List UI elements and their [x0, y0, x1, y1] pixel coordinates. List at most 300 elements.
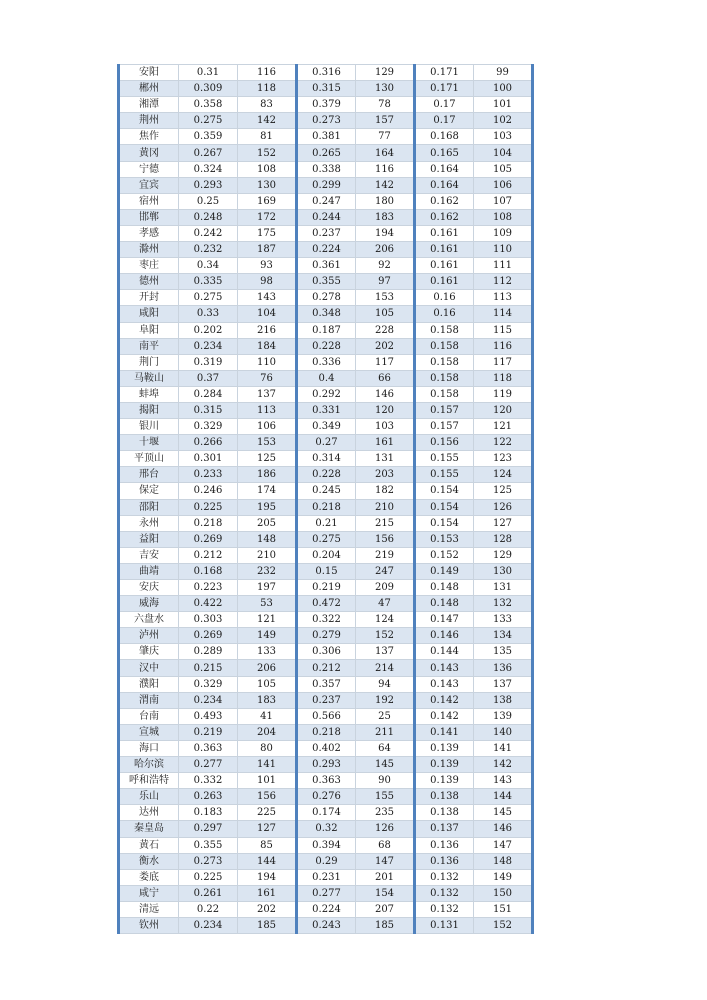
score-3-cell: 0.171 [415, 81, 474, 97]
score-1-cell: 0.37 [179, 370, 238, 386]
table-row [119, 692, 533, 708]
score-1-cell: 0.319 [179, 354, 238, 370]
rank-1-cell: 116 [238, 65, 297, 81]
rank-3-cell: 148 [474, 853, 533, 869]
table-row [119, 338, 533, 354]
rank-2-cell: 47 [356, 596, 415, 612]
score-3-cell: 0.131 [415, 917, 474, 933]
rank-1-cell: 83 [238, 97, 297, 113]
table-row [119, 129, 533, 145]
rank-1-cell: 125 [238, 451, 297, 467]
rank-1-cell: 149 [238, 628, 297, 644]
rank-3-cell: 128 [474, 531, 533, 547]
rank-2-cell: 180 [356, 193, 415, 209]
rank-3-cell: 138 [474, 692, 533, 708]
score-2-cell: 0.279 [297, 628, 356, 644]
table-row [119, 789, 533, 805]
rank-1-cell: 174 [238, 483, 297, 499]
rank-2-cell: 201 [356, 869, 415, 885]
table-row [119, 869, 533, 885]
rank-2-cell: 124 [356, 612, 415, 628]
table-row [119, 660, 533, 676]
rank-3-cell: 122 [474, 435, 533, 451]
score-2-cell: 0.187 [297, 322, 356, 338]
rank-1-cell: 127 [238, 821, 297, 837]
rank-3-cell: 118 [474, 370, 533, 386]
score-1-cell: 0.234 [179, 917, 238, 933]
table-row [119, 901, 533, 917]
city-name-cell: 蚌埠 [119, 386, 179, 402]
score-3-cell: 0.132 [415, 901, 474, 917]
score-1-cell: 0.303 [179, 612, 238, 628]
city-name-cell: 开封 [119, 290, 179, 306]
rank-1-cell: 206 [238, 660, 297, 676]
rank-2-cell: 194 [356, 225, 415, 241]
rank-3-cell: 104 [474, 145, 533, 161]
table-body [119, 65, 533, 934]
rank-2-cell: 97 [356, 274, 415, 290]
rank-2-cell: 142 [356, 177, 415, 193]
city-name-cell: 马鞍山 [119, 370, 179, 386]
table-row [119, 161, 533, 177]
score-1-cell: 0.315 [179, 402, 238, 418]
rank-3-cell: 99 [474, 65, 533, 81]
score-2-cell: 0.237 [297, 225, 356, 241]
rank-1-cell: 93 [238, 258, 297, 274]
score-3-cell: 0.154 [415, 515, 474, 531]
rank-3-cell: 124 [474, 467, 533, 483]
rank-1-cell: 105 [238, 676, 297, 692]
rank-1-cell: 53 [238, 596, 297, 612]
city-name-cell: 钦州 [119, 917, 179, 933]
score-2-cell: 0.218 [297, 499, 356, 515]
score-3-cell: 0.132 [415, 869, 474, 885]
rank-2-cell: 90 [356, 773, 415, 789]
score-3-cell: 0.17 [415, 97, 474, 113]
table-row [119, 81, 533, 97]
score-3-cell: 0.148 [415, 580, 474, 596]
city-name-cell: 宿州 [119, 193, 179, 209]
score-3-cell: 0.164 [415, 161, 474, 177]
score-2-cell: 0.231 [297, 869, 356, 885]
rank-1-cell: 169 [238, 193, 297, 209]
score-2-cell: 0.243 [297, 917, 356, 933]
table-row [119, 628, 533, 644]
score-3-cell: 0.168 [415, 129, 474, 145]
rank-3-cell: 102 [474, 113, 533, 129]
rank-1-cell: 205 [238, 515, 297, 531]
score-2-cell: 0.299 [297, 177, 356, 193]
rank-3-cell: 149 [474, 869, 533, 885]
score-2-cell: 0.357 [297, 676, 356, 692]
rank-2-cell: 164 [356, 145, 415, 161]
score-3-cell: 0.171 [415, 65, 474, 81]
score-1-cell: 0.269 [179, 531, 238, 547]
city-name-cell: 德州 [119, 274, 179, 290]
rank-1-cell: 204 [238, 724, 297, 740]
rank-2-cell: 129 [356, 65, 415, 81]
city-name-cell: 吉安 [119, 547, 179, 563]
score-2-cell: 0.21 [297, 515, 356, 531]
score-1-cell: 0.246 [179, 483, 238, 499]
rank-2-cell: 92 [356, 258, 415, 274]
rank-1-cell: 41 [238, 708, 297, 724]
rank-1-cell: 195 [238, 499, 297, 515]
score-1-cell: 0.269 [179, 628, 238, 644]
table-row [119, 563, 533, 579]
score-3-cell: 0.158 [415, 370, 474, 386]
score-1-cell: 0.234 [179, 338, 238, 354]
rank-1-cell: 184 [238, 338, 297, 354]
score-1-cell: 0.248 [179, 209, 238, 225]
rank-1-cell: 187 [238, 242, 297, 258]
rank-1-cell: 104 [238, 306, 297, 322]
city-name-cell: 平顶山 [119, 451, 179, 467]
rank-2-cell: 152 [356, 628, 415, 644]
rank-3-cell: 103 [474, 129, 533, 145]
city-name-cell: 娄底 [119, 869, 179, 885]
rank-2-cell: 77 [356, 129, 415, 145]
city-name-cell: 台南 [119, 708, 179, 724]
score-2-cell: 0.293 [297, 757, 356, 773]
score-3-cell: 0.148 [415, 596, 474, 612]
score-3-cell: 0.136 [415, 853, 474, 869]
score-1-cell: 0.335 [179, 274, 238, 290]
table-row [119, 740, 533, 756]
rank-3-cell: 144 [474, 789, 533, 805]
rank-3-cell: 119 [474, 386, 533, 402]
rank-3-cell: 116 [474, 338, 533, 354]
rank-2-cell: 211 [356, 724, 415, 740]
score-2-cell: 0.277 [297, 885, 356, 901]
score-1-cell: 0.329 [179, 419, 238, 435]
score-3-cell: 0.162 [415, 209, 474, 225]
score-1-cell: 0.225 [179, 499, 238, 515]
rank-3-cell: 125 [474, 483, 533, 499]
city-name-cell: 肇庆 [119, 644, 179, 660]
score-1-cell: 0.332 [179, 773, 238, 789]
rank-2-cell: 209 [356, 580, 415, 596]
rank-2-cell: 192 [356, 692, 415, 708]
rank-2-cell: 161 [356, 435, 415, 451]
table-row [119, 209, 533, 225]
city-name-cell: 滁州 [119, 242, 179, 258]
score-3-cell: 0.144 [415, 644, 474, 660]
city-name-cell: 南平 [119, 338, 179, 354]
rank-3-cell: 127 [474, 515, 533, 531]
score-3-cell: 0.141 [415, 724, 474, 740]
rank-2-cell: 66 [356, 370, 415, 386]
city-name-cell: 咸阳 [119, 306, 179, 322]
table-row [119, 386, 533, 402]
city-name-cell: 邵阳 [119, 499, 179, 515]
rank-1-cell: 76 [238, 370, 297, 386]
rank-3-cell: 101 [474, 97, 533, 113]
rank-1-cell: 183 [238, 692, 297, 708]
rank-1-cell: 186 [238, 467, 297, 483]
score-1-cell: 0.223 [179, 580, 238, 596]
score-1-cell: 0.289 [179, 644, 238, 660]
rank-2-cell: 131 [356, 451, 415, 467]
rank-1-cell: 185 [238, 917, 297, 933]
city-name-cell: 衡水 [119, 853, 179, 869]
table-row [119, 483, 533, 499]
rank-3-cell: 150 [474, 885, 533, 901]
score-3-cell: 0.138 [415, 805, 474, 821]
city-name-cell: 宜宾 [119, 177, 179, 193]
city-name-cell: 益阳 [119, 531, 179, 547]
rank-3-cell: 152 [474, 917, 533, 933]
rank-2-cell: 154 [356, 885, 415, 901]
rank-3-cell: 113 [474, 290, 533, 306]
rank-3-cell: 105 [474, 161, 533, 177]
rank-3-cell: 135 [474, 644, 533, 660]
city-name-cell: 渭南 [119, 692, 179, 708]
rank-2-cell: 185 [356, 917, 415, 933]
rank-1-cell: 225 [238, 805, 297, 821]
rank-3-cell: 123 [474, 451, 533, 467]
table-row [119, 274, 533, 290]
score-1-cell: 0.22 [179, 901, 238, 917]
score-3-cell: 0.142 [415, 708, 474, 724]
score-1-cell: 0.266 [179, 435, 238, 451]
city-name-cell: 哈尔滨 [119, 757, 179, 773]
city-name-cell: 永州 [119, 515, 179, 531]
table-row [119, 65, 533, 81]
score-2-cell: 0.276 [297, 789, 356, 805]
table-row [119, 580, 533, 596]
table-row [119, 773, 533, 789]
rank-3-cell: 146 [474, 821, 533, 837]
score-3-cell: 0.143 [415, 676, 474, 692]
table-row [119, 354, 533, 370]
score-3-cell: 0.146 [415, 628, 474, 644]
rank-3-cell: 114 [474, 306, 533, 322]
rank-2-cell: 153 [356, 290, 415, 306]
city-name-cell: 咸宁 [119, 885, 179, 901]
rank-1-cell: 108 [238, 161, 297, 177]
rank-2-cell: 145 [356, 757, 415, 773]
score-2-cell: 0.316 [297, 65, 356, 81]
city-name-cell: 海口 [119, 740, 179, 756]
rank-3-cell: 117 [474, 354, 533, 370]
table-row [119, 531, 533, 547]
score-3-cell: 0.16 [415, 306, 474, 322]
score-1-cell: 0.232 [179, 242, 238, 258]
city-name-cell: 威海 [119, 596, 179, 612]
city-name-cell: 秦皇岛 [119, 821, 179, 837]
table-row [119, 708, 533, 724]
table-row [119, 145, 533, 161]
rank-2-cell: 105 [356, 306, 415, 322]
city-name-cell: 濮阳 [119, 676, 179, 692]
rank-3-cell: 140 [474, 724, 533, 740]
city-name-cell: 黄石 [119, 837, 179, 853]
city-name-cell: 邯郸 [119, 209, 179, 225]
rank-1-cell: 101 [238, 773, 297, 789]
rank-2-cell: 68 [356, 837, 415, 853]
table-row [119, 322, 533, 338]
score-2-cell: 0.15 [297, 563, 356, 579]
table-row [119, 757, 533, 773]
rank-1-cell: 81 [238, 129, 297, 145]
score-3-cell: 0.161 [415, 225, 474, 241]
score-1-cell: 0.25 [179, 193, 238, 209]
score-2-cell: 0.212 [297, 660, 356, 676]
table-row [119, 724, 533, 740]
rank-2-cell: 210 [356, 499, 415, 515]
score-2-cell: 0.402 [297, 740, 356, 756]
table-row [119, 821, 533, 837]
rank-2-cell: 130 [356, 81, 415, 97]
table-row [119, 853, 533, 869]
rank-3-cell: 109 [474, 225, 533, 241]
rank-1-cell: 148 [238, 531, 297, 547]
score-2-cell: 0.314 [297, 451, 356, 467]
rank-2-cell: 228 [356, 322, 415, 338]
rank-2-cell: 214 [356, 660, 415, 676]
rank-1-cell: 143 [238, 290, 297, 306]
rank-2-cell: 203 [356, 467, 415, 483]
score-3-cell: 0.142 [415, 692, 474, 708]
rank-3-cell: 115 [474, 322, 533, 338]
city-name-cell: 清远 [119, 901, 179, 917]
score-3-cell: 0.158 [415, 338, 474, 354]
rank-1-cell: 210 [238, 547, 297, 563]
score-1-cell: 0.363 [179, 740, 238, 756]
score-2-cell: 0.355 [297, 274, 356, 290]
score-2-cell: 0.237 [297, 692, 356, 708]
table-row [119, 97, 533, 113]
table-row [119, 258, 533, 274]
table-row [119, 402, 533, 418]
table-row [119, 596, 533, 612]
score-1-cell: 0.263 [179, 789, 238, 805]
rank-3-cell: 132 [474, 596, 533, 612]
table-row [119, 547, 533, 563]
rank-1-cell: 80 [238, 740, 297, 756]
rank-1-cell: 216 [238, 322, 297, 338]
rank-1-cell: 161 [238, 885, 297, 901]
score-2-cell: 0.245 [297, 483, 356, 499]
rank-3-cell: 129 [474, 547, 533, 563]
rank-3-cell: 100 [474, 81, 533, 97]
rank-2-cell: 116 [356, 161, 415, 177]
rank-3-cell: 145 [474, 805, 533, 821]
rank-2-cell: 155 [356, 789, 415, 805]
score-1-cell: 0.273 [179, 853, 238, 869]
rank-1-cell: 121 [238, 612, 297, 628]
score-1-cell: 0.293 [179, 177, 238, 193]
rank-2-cell: 157 [356, 113, 415, 129]
city-name-cell: 湘潭 [119, 97, 179, 113]
score-3-cell: 0.153 [415, 531, 474, 547]
score-2-cell: 0.331 [297, 402, 356, 418]
rank-2-cell: 146 [356, 386, 415, 402]
rank-2-cell: 182 [356, 483, 415, 499]
city-name-cell: 保定 [119, 483, 179, 499]
score-3-cell: 0.161 [415, 258, 474, 274]
table-row [119, 499, 533, 515]
score-3-cell: 0.155 [415, 467, 474, 483]
rank-3-cell: 106 [474, 177, 533, 193]
table-row [119, 837, 533, 853]
city-name-cell: 宁德 [119, 161, 179, 177]
score-1-cell: 0.277 [179, 757, 238, 773]
score-2-cell: 0.379 [297, 97, 356, 113]
rank-1-cell: 142 [238, 113, 297, 129]
score-2-cell: 0.292 [297, 386, 356, 402]
rank-3-cell: 108 [474, 209, 533, 225]
score-1-cell: 0.218 [179, 515, 238, 531]
rank-2-cell: 117 [356, 354, 415, 370]
rank-3-cell: 121 [474, 419, 533, 435]
rank-3-cell: 133 [474, 612, 533, 628]
score-3-cell: 0.154 [415, 499, 474, 515]
rank-1-cell: 130 [238, 177, 297, 193]
score-3-cell: 0.16 [415, 290, 474, 306]
score-1-cell: 0.183 [179, 805, 238, 821]
rank-2-cell: 120 [356, 402, 415, 418]
rank-1-cell: 113 [238, 402, 297, 418]
city-name-cell: 呼和浩特 [119, 773, 179, 789]
score-1-cell: 0.234 [179, 692, 238, 708]
score-1-cell: 0.168 [179, 563, 238, 579]
score-1-cell: 0.422 [179, 596, 238, 612]
city-name-cell: 十堰 [119, 435, 179, 451]
rank-1-cell: 202 [238, 901, 297, 917]
score-2-cell: 0.224 [297, 242, 356, 258]
rank-2-cell: 103 [356, 419, 415, 435]
rank-1-cell: 153 [238, 435, 297, 451]
city-name-cell: 乐山 [119, 789, 179, 805]
rank-1-cell: 137 [238, 386, 297, 402]
score-2-cell: 0.32 [297, 821, 356, 837]
score-2-cell: 0.348 [297, 306, 356, 322]
table-row [119, 242, 533, 258]
city-name-cell: 枣庄 [119, 258, 179, 274]
table-row [119, 193, 533, 209]
score-2-cell: 0.204 [297, 547, 356, 563]
rank-1-cell: 110 [238, 354, 297, 370]
score-1-cell: 0.34 [179, 258, 238, 274]
score-2-cell: 0.174 [297, 805, 356, 821]
score-3-cell: 0.158 [415, 322, 474, 338]
score-3-cell: 0.162 [415, 193, 474, 209]
rank-3-cell: 143 [474, 773, 533, 789]
rank-1-cell: 98 [238, 274, 297, 290]
city-name-cell: 荆门 [119, 354, 179, 370]
city-name-cell: 黄冈 [119, 145, 179, 161]
table-row [119, 225, 533, 241]
table-row [119, 612, 533, 628]
score-1-cell: 0.355 [179, 837, 238, 853]
city-name-cell: 邢台 [119, 467, 179, 483]
rank-3-cell: 112 [474, 274, 533, 290]
score-2-cell: 0.224 [297, 901, 356, 917]
city-name-cell: 汉中 [119, 660, 179, 676]
table-row [119, 370, 533, 386]
score-3-cell: 0.158 [415, 354, 474, 370]
rank-3-cell: 134 [474, 628, 533, 644]
score-1-cell: 0.275 [179, 113, 238, 129]
score-1-cell: 0.297 [179, 821, 238, 837]
rank-1-cell: 152 [238, 145, 297, 161]
rank-2-cell: 215 [356, 515, 415, 531]
score-2-cell: 0.273 [297, 113, 356, 129]
table-row [119, 306, 533, 322]
score-2-cell: 0.394 [297, 837, 356, 853]
